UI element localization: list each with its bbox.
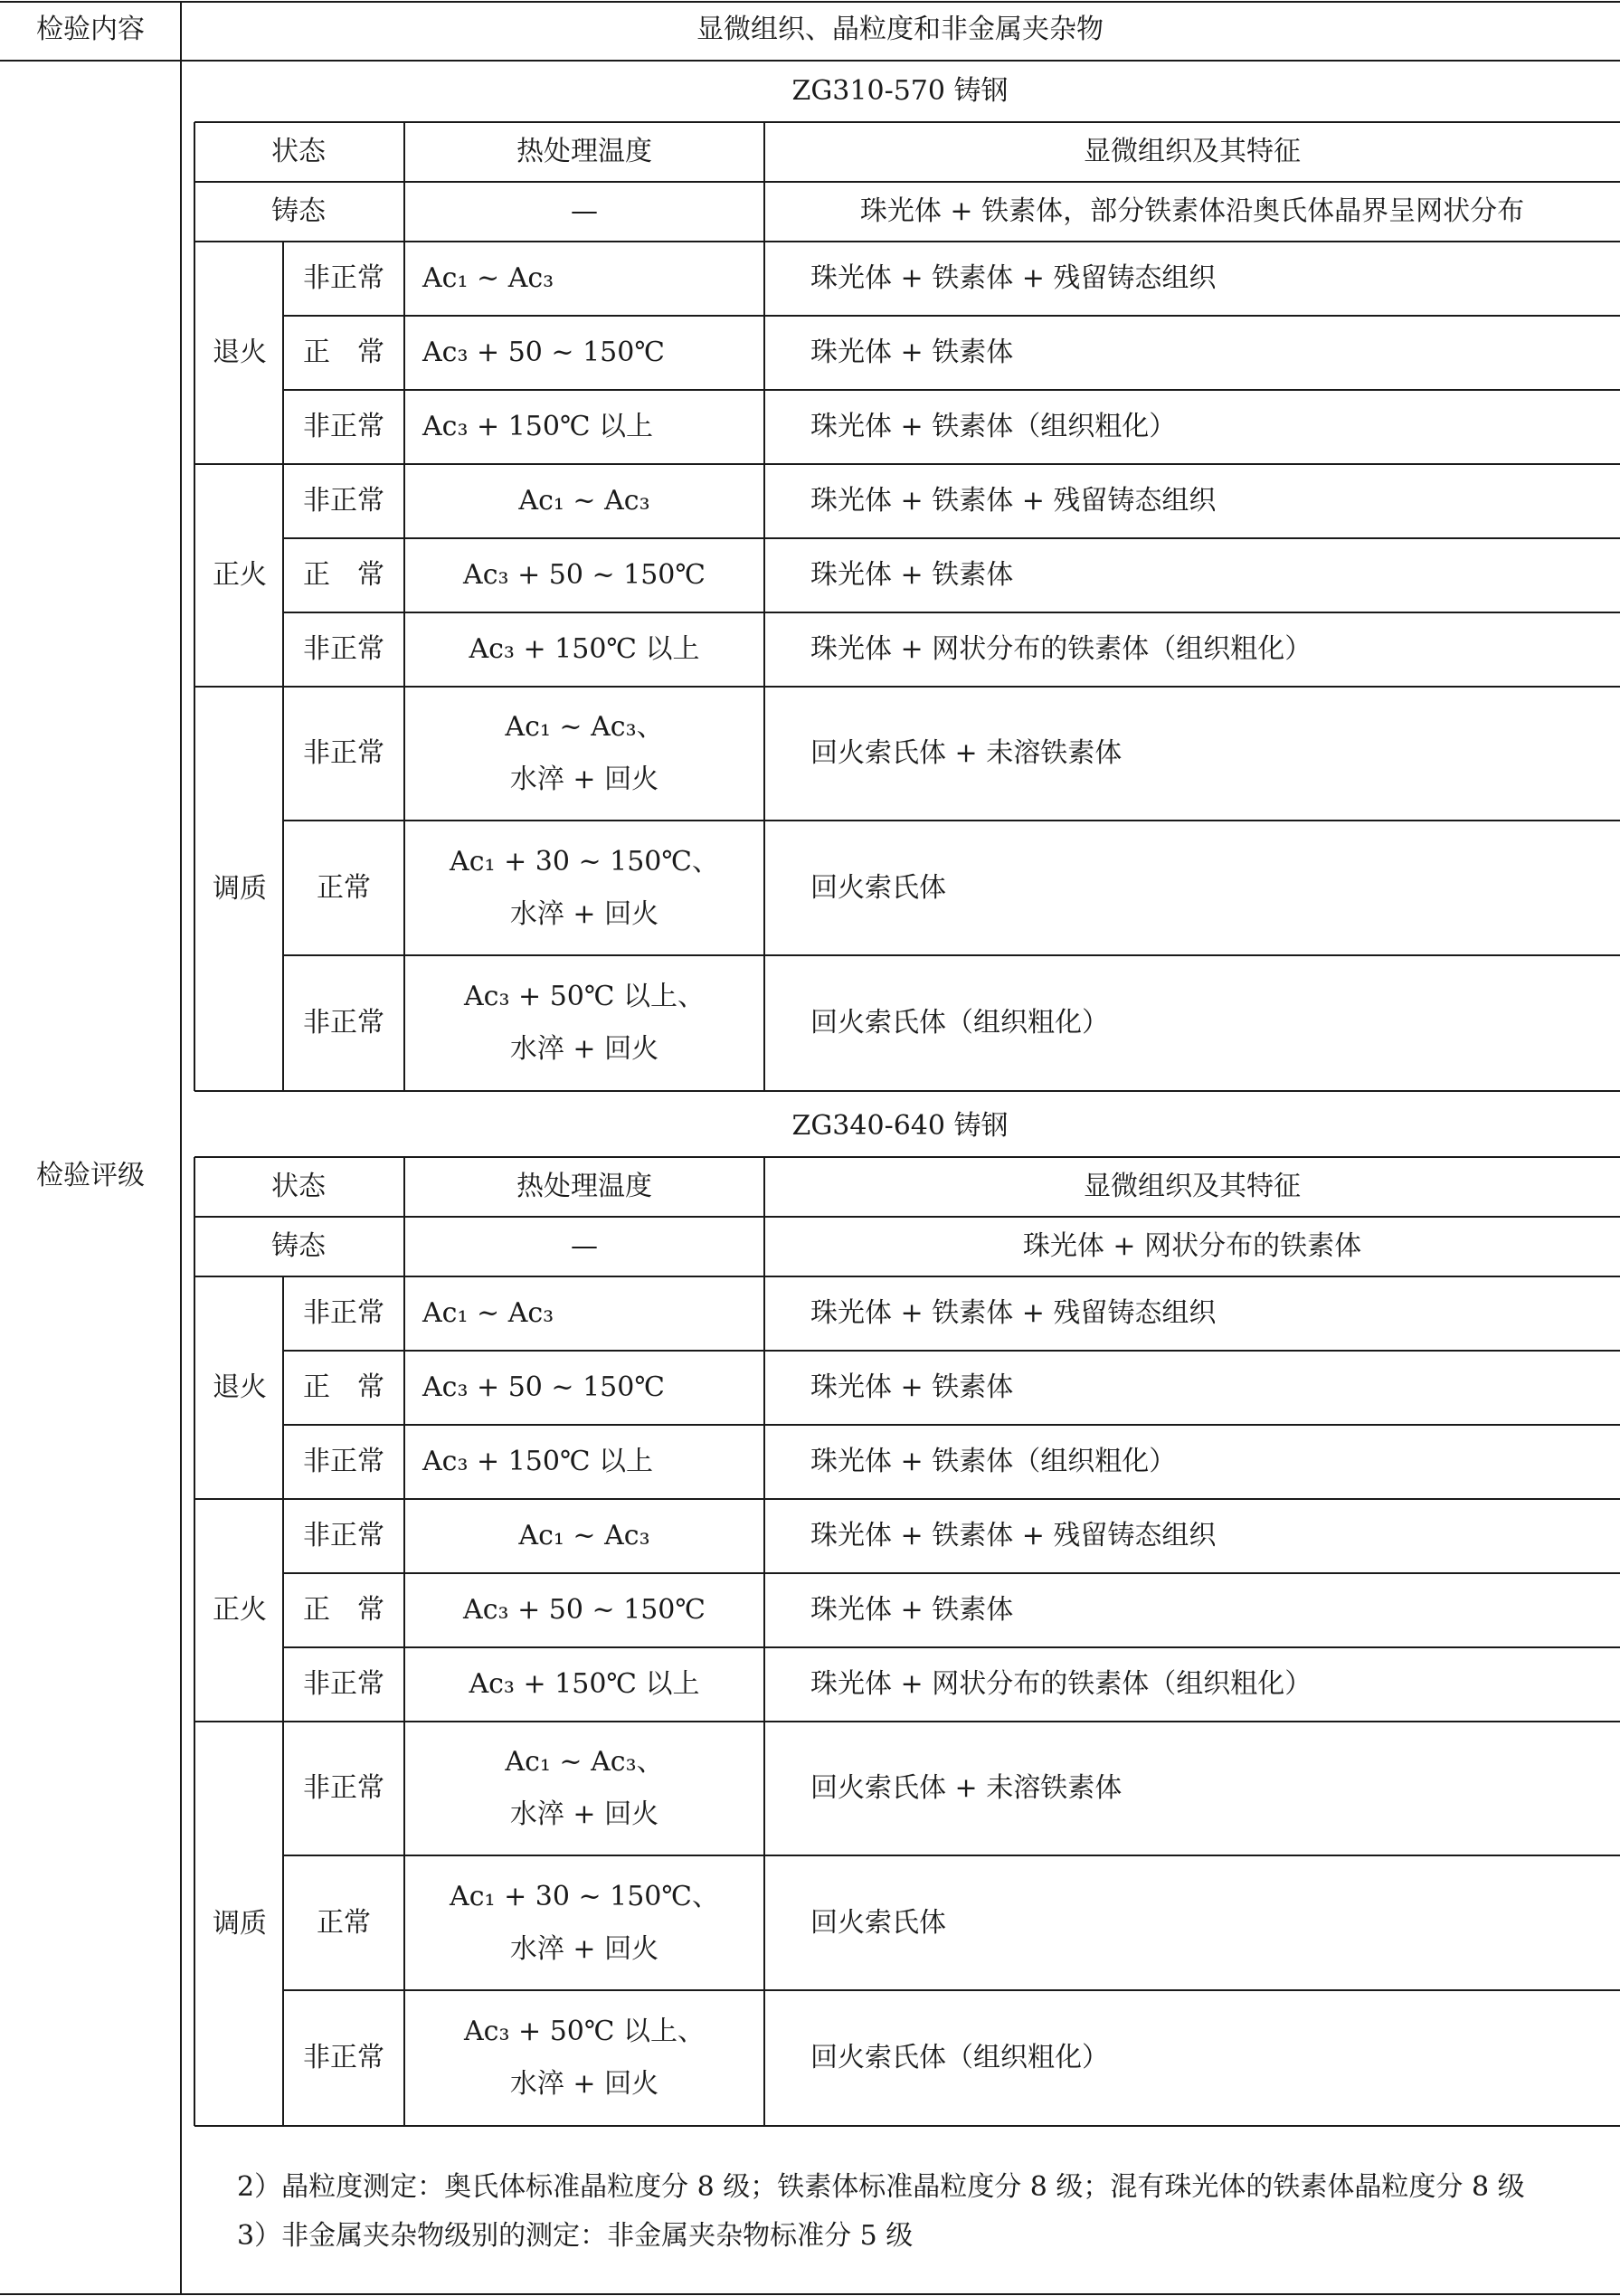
group-name: 退火 xyxy=(213,1371,267,1403)
row-temperature-line2: 水淬 + 回火 xyxy=(509,1033,659,1065)
group-column-divider xyxy=(282,242,284,464)
cast-temperature: — xyxy=(571,195,598,227)
group-divider xyxy=(194,1498,1620,1500)
row-status: 非正常 xyxy=(303,262,384,294)
row-temperature-line2: 水淬 + 回火 xyxy=(509,764,659,795)
row-temperature: Ac₃ + 50℃ 以上、 xyxy=(464,2016,705,2047)
row-microstructure: 回火索氏体（组织粗化） xyxy=(810,1007,1109,1039)
row-status: 非正常 xyxy=(303,2042,384,2073)
row-microstructure: 珠光体 + 铁素体 + 残留铸态组织 xyxy=(810,1520,1217,1551)
row-status: 正常 xyxy=(317,1906,371,1939)
header-content: 显微组织、晶粒度和非金属夹杂物 xyxy=(696,14,1104,45)
col-header-state: 状态 xyxy=(271,1171,326,1202)
group-column-divider xyxy=(282,687,284,1091)
label-column-divider xyxy=(180,2,182,2294)
group-column-divider xyxy=(282,1276,284,1499)
group-name: 调质 xyxy=(213,1907,267,1940)
row-temperature: Ac₁ ~ Ac₃ xyxy=(518,485,650,517)
col-header-microstructure: 显微组织及其特征 xyxy=(1084,1171,1301,1202)
row-status: 非正常 xyxy=(303,633,384,665)
row-status: 非正常 xyxy=(303,1297,384,1329)
sub-row-divider xyxy=(283,537,1620,539)
row-microstructure: 珠光体 + 铁素体 xyxy=(810,337,1014,368)
col-header-temperature: 热处理温度 xyxy=(516,1171,652,1202)
group-divider xyxy=(194,1721,1620,1722)
row-temperature: Ac₁ + 30 ~ 150℃、 xyxy=(450,845,719,878)
group-divider xyxy=(194,686,1620,688)
row-microstructure: 珠光体 + 铁素体（组织粗化） xyxy=(810,411,1177,442)
row-status: 正 常 xyxy=(303,337,384,368)
row-temperature: Ac₃ + 150℃ 以上 xyxy=(469,1668,700,1700)
row-microstructure: 珠光体 + 铁素体 xyxy=(810,1371,1014,1403)
header-divider xyxy=(0,60,1620,62)
row-status: 正 常 xyxy=(303,559,384,591)
row-temperature: Ac₃ + 50 ~ 150℃ xyxy=(463,1594,706,1626)
row-status: 非正常 xyxy=(303,1520,384,1551)
group-column-divider xyxy=(282,1499,284,1722)
row-temperature: Ac₃ + 150℃ 以上 xyxy=(422,1446,654,1477)
row-microstructure: 回火索氏体 + 未溶铁素体 xyxy=(810,737,1123,769)
sub-row-divider xyxy=(283,389,1620,391)
row-status: 非正常 xyxy=(303,1772,384,1804)
row-status: 非正常 xyxy=(303,1446,384,1477)
group-divider xyxy=(194,1090,1620,1092)
cast-state: 铸态 xyxy=(271,1230,326,1262)
section-title-divider xyxy=(194,1156,1620,1158)
row-status: 非正常 xyxy=(303,485,384,517)
group-divider xyxy=(194,2125,1620,2127)
section-title: ZG340-640 铸钢 xyxy=(791,1110,1009,1142)
sub-row-divider xyxy=(283,1646,1620,1648)
row-microstructure: 珠光体 + 铁素体 xyxy=(810,559,1014,591)
row-temperature: Ac₃ + 50 ~ 150℃ xyxy=(422,1371,665,1403)
row-status: 正 常 xyxy=(303,1594,384,1626)
row-status: 非正常 xyxy=(303,1007,384,1039)
row-status: 正 常 xyxy=(303,1371,384,1403)
row-status: 正常 xyxy=(317,871,371,904)
section-title-divider xyxy=(194,121,1620,123)
col-header-state: 状态 xyxy=(271,136,326,167)
group-name: 正火 xyxy=(213,1594,267,1626)
sub-row-divider xyxy=(283,1855,1620,1856)
row-microstructure: 回火索氏体（组织粗化） xyxy=(810,2042,1109,2073)
row-microstructure: 珠光体 + 铁素体（组织粗化） xyxy=(810,1446,1177,1477)
sub-row-divider xyxy=(283,1572,1620,1574)
temperature-column-divider xyxy=(403,1157,405,2126)
row-status: 非正常 xyxy=(303,1668,384,1700)
row-temperature: Ac₃ + 50 ~ 150℃ xyxy=(463,559,706,591)
group-name: 调质 xyxy=(213,872,267,905)
cast-microstructure: 珠光体 + 网状分布的铁素体 xyxy=(1022,1230,1362,1262)
row-microstructure: 珠光体 + 铁素体 + 残留铸态组织 xyxy=(810,262,1217,294)
cast-row-divider xyxy=(194,1276,1620,1277)
sub-row-divider xyxy=(283,820,1620,821)
group-divider xyxy=(194,463,1620,465)
sub-row-divider xyxy=(283,1350,1620,1352)
section-left-border xyxy=(194,122,195,1091)
group-name: 正火 xyxy=(213,559,267,591)
section-label: 检验评级 xyxy=(36,1160,145,1191)
row-temperature: Ac₁ ~ Ac₃、 xyxy=(505,1746,664,1778)
row-status: 非正常 xyxy=(303,411,384,442)
temperature-column-divider xyxy=(403,122,405,1091)
row-microstructure: 回火索氏体 xyxy=(810,1906,946,1939)
footnote: 2）晶粒度测定：奥氏体标准晶粒度分 8 级；铁素体标准晶粒度分 8 级；混有珠光体的铁素体晶粒度分 8 级 xyxy=(237,2171,1525,2203)
column-header-divider xyxy=(194,1216,1620,1218)
cast-microstructure: 珠光体 + 铁素体，部分铁素体沿奥氏体晶界呈网状分布 xyxy=(859,195,1525,227)
sub-row-divider xyxy=(283,1989,1620,1991)
cast-row-divider xyxy=(194,241,1620,242)
row-temperature: Ac₃ + 50℃ 以上、 xyxy=(464,981,705,1012)
row-temperature: Ac₃ + 150℃ 以上 xyxy=(469,633,700,665)
header-label: 检验内容 xyxy=(36,14,145,45)
cast-temperature: — xyxy=(571,1230,598,1262)
row-temperature: Ac₁ ~ Ac₃、 xyxy=(505,711,664,743)
row-microstructure: 珠光体 + 铁素体 + 残留铸态组织 xyxy=(810,485,1217,517)
footnote: 3）非金属夹杂物级别的测定：非金属夹杂物标准分 5 级 xyxy=(237,2220,914,2252)
section-left-border xyxy=(194,1157,195,2126)
cast-state: 铸态 xyxy=(271,195,326,227)
table-top-border xyxy=(0,1,1620,3)
row-microstructure: 回火索氏体 xyxy=(810,871,946,904)
col-header-microstructure: 显微组织及其特征 xyxy=(1084,136,1301,167)
microstructure-column-divider xyxy=(763,122,765,1091)
sub-row-divider xyxy=(283,612,1620,613)
row-temperature: Ac₃ + 150℃ 以上 xyxy=(422,411,654,442)
row-temperature-line2: 水淬 + 回火 xyxy=(509,1932,659,1965)
row-temperature: Ac₁ ~ Ac₃ xyxy=(518,1520,650,1551)
group-column-divider xyxy=(282,1722,284,2126)
row-microstructure: 珠光体 + 网状分布的铁素体（组织粗化） xyxy=(810,633,1312,665)
sub-row-divider xyxy=(283,954,1620,956)
row-temperature: Ac₁ ~ Ac₃ xyxy=(422,1297,554,1329)
row-microstructure: 珠光体 + 网状分布的铁素体（组织粗化） xyxy=(810,1668,1312,1700)
row-status: 非正常 xyxy=(303,737,384,769)
col-header-temperature: 热处理温度 xyxy=(516,136,652,167)
section-title: ZG310-570 铸钢 xyxy=(791,75,1009,107)
row-temperature-line2: 水淬 + 回火 xyxy=(509,1798,659,1830)
row-temperature-line2: 水淬 + 回火 xyxy=(509,897,659,930)
group-column-divider xyxy=(282,464,284,687)
row-microstructure: 珠光体 + 铁素体 + 残留铸态组织 xyxy=(810,1297,1217,1329)
group-name: 退火 xyxy=(213,337,267,368)
row-microstructure: 回火索氏体 + 未溶铁素体 xyxy=(810,1772,1123,1804)
row-microstructure: 珠光体 + 铁素体 xyxy=(810,1594,1014,1626)
row-temperature-line2: 水淬 + 回火 xyxy=(509,2068,659,2100)
row-temperature: Ac₃ + 50 ~ 150℃ xyxy=(422,337,665,368)
microstructure-column-divider xyxy=(763,1157,765,2126)
sub-row-divider xyxy=(283,315,1620,317)
column-header-divider xyxy=(194,181,1620,183)
row-temperature: Ac₁ ~ Ac₃ xyxy=(422,262,554,294)
row-temperature: Ac₁ + 30 ~ 150℃、 xyxy=(450,1880,719,1912)
table-bottom-border xyxy=(0,2293,1620,2295)
sub-row-divider xyxy=(283,1424,1620,1426)
